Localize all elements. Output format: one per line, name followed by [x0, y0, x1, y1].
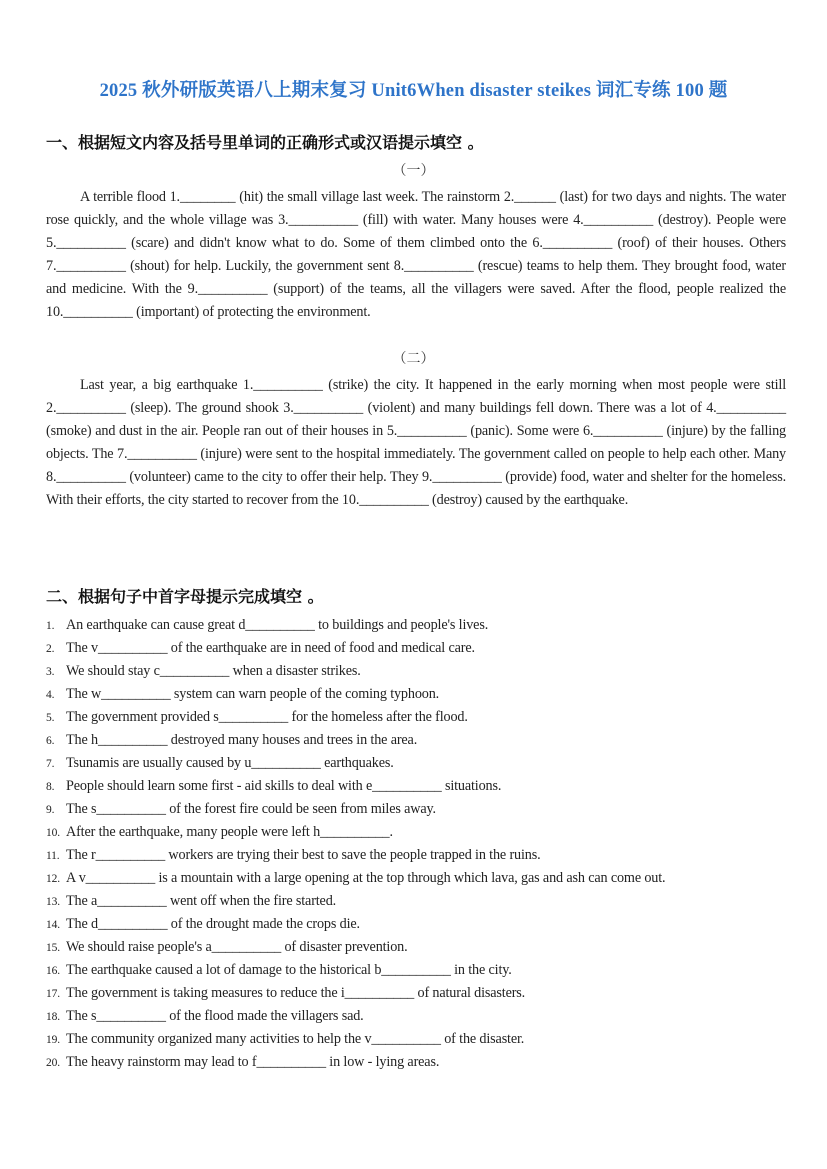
item-number: 5.	[46, 712, 55, 724]
item-text: The h__________ destroyed many houses and trees in the area.	[66, 732, 418, 748]
item-number: 20.	[46, 1057, 60, 1069]
list-item	[46, 890, 776, 913]
item-number: 12.	[46, 873, 60, 885]
item-number: 15.	[46, 942, 60, 954]
item-text: The government is taking measures to reduce the i__________ of natural disasters.	[66, 985, 526, 1001]
item-text: After the earthquake, many people were left h__________.	[66, 824, 393, 840]
item-text: The r__________ workers are trying their best to save the people trapped in the ruins.	[66, 847, 541, 863]
question-list	[46, 614, 776, 1074]
item-text: People should learn some first - aid skills to deal with e__________ situations.	[66, 778, 502, 794]
item-number: 17.	[46, 988, 60, 1000]
list-item	[46, 729, 776, 752]
section2-heading: 二、根据句子中首字母提示完成填空 。	[46, 587, 324, 606]
item-number: 3.	[46, 666, 55, 678]
item-text: The heavy rainstorm may lead to f__________ in low - lying areas.	[66, 1054, 440, 1070]
list-item	[46, 982, 776, 1005]
list-item	[46, 867, 776, 890]
item-number: 19.	[46, 1034, 60, 1046]
item-text: The s__________ of the flood made the villagers sad.	[66, 1008, 364, 1024]
list-item	[46, 913, 776, 936]
list-item	[46, 614, 776, 637]
item-number: 2.	[46, 643, 55, 655]
list-item	[46, 752, 776, 775]
item-text: The earthquake caused a lot of damage to the historical b__________ in the city.	[66, 962, 512, 978]
item-text: The s__________ of the forest fire could be seen from miles away.	[66, 801, 436, 817]
item-text: Tsunamis are usually caused by u__________ earthquakes.	[66, 755, 394, 771]
item-text: We should stay c__________ when a disaster strikes.	[66, 663, 361, 679]
list-item	[46, 1051, 776, 1074]
list-item	[46, 637, 776, 660]
item-text: The v__________ of the earthquake are in need of food and medical care.	[66, 640, 475, 656]
item-number: 11.	[46, 850, 60, 862]
list-item	[46, 1028, 776, 1051]
passage1-text: A terrible flood 1.________ (hit) the small village last week. The rainstorm 2.______ (last) for two days and nights. The water rose quickly, and the whole village was 3.__________ (fill) with water. Many houses were 4.__________ (destroy). People were 5.__________ (scare) and didn't know what to do. Some of them climbed onto the 6.__________ (roof) of their houses. Others 7.__________ (shout) for help. Luckily, the government sent 8.__________ (rescue) teams to help them. They brought food, water and medicine. With the 9.__________ (support) of the teams, all the villagers were saved. After the flood, people realized the 10.__________ (important) of protecting the environment.	[46, 189, 786, 320]
item-number: 13.	[46, 896, 60, 908]
list-item	[46, 1005, 776, 1028]
item-text: The d__________ of the drought made the crops die.	[66, 916, 360, 932]
passage2-text: Last year, a big earthquake 1.__________ (strike) the city. It happened in the early morning when most people were still 2.__________ (sleep). The ground shook 3.__________ (violent) and many buildings fell down. There was a lot of 4.__________ (smoke) and dust in the air. People ran out of their houses in 5.__________ (panic). Some were 6.__________ (injure) by the falling objects. The 7.__________ (injure) were sent to the hospital immediately. The government called on people to help each other. Many 8.__________ (volunteer) came to the city to offer their help. They 9.__________ (provide) food, water and shelter for the homeless. With their efforts, the city started to recover from the 10.__________ (destroy) caused by the earthquake.	[46, 377, 786, 508]
list-item	[46, 706, 776, 729]
item-text: The w__________ system can warn people of the coming typhoon.	[66, 686, 440, 702]
item-number: 6.	[46, 735, 55, 747]
list-item	[46, 959, 776, 982]
list-item	[46, 798, 776, 821]
passage1-label: （一）	[392, 164, 435, 179]
item-number: 7.	[46, 758, 55, 770]
item-text: The a__________ went off when the fire started.	[66, 893, 337, 909]
item-text: A v__________ is a mountain with a large opening at the top through which lava, gas and ash can come out.	[66, 870, 666, 886]
item-text: We should raise people's a__________ of disaster prevention.	[66, 939, 408, 955]
item-text: An earthquake can cause great d__________ to buildings and people's lives.	[66, 617, 489, 633]
list-item	[46, 660, 776, 683]
item-number: 8.	[46, 781, 55, 793]
passage2-label: （二）	[392, 352, 435, 367]
item-number: 16.	[46, 965, 60, 977]
item-number: 10.	[46, 827, 60, 839]
list-item	[46, 683, 776, 706]
item-number: 14.	[46, 919, 60, 931]
item-number: 9.	[46, 804, 55, 816]
list-item	[46, 936, 776, 959]
item-number: 4.	[46, 689, 55, 701]
item-number: 1.	[46, 620, 55, 632]
item-number: 18.	[46, 1011, 60, 1023]
item-text: The government provided s__________ for the homeless after the flood.	[66, 709, 468, 725]
section1-heading: 一、根据短文内容及括号里单词的正确形式或汉语提示填空 。	[46, 133, 484, 152]
item-text: The community organized many activities to help the v__________ of the disaster.	[66, 1031, 525, 1047]
list-item	[46, 844, 776, 867]
page-title: 2025 秋外研版英语八上期末复习 Unit6When disaster steikes 词汇专练 100 题	[99, 81, 728, 101]
list-item	[46, 821, 776, 844]
list-item	[46, 775, 776, 798]
